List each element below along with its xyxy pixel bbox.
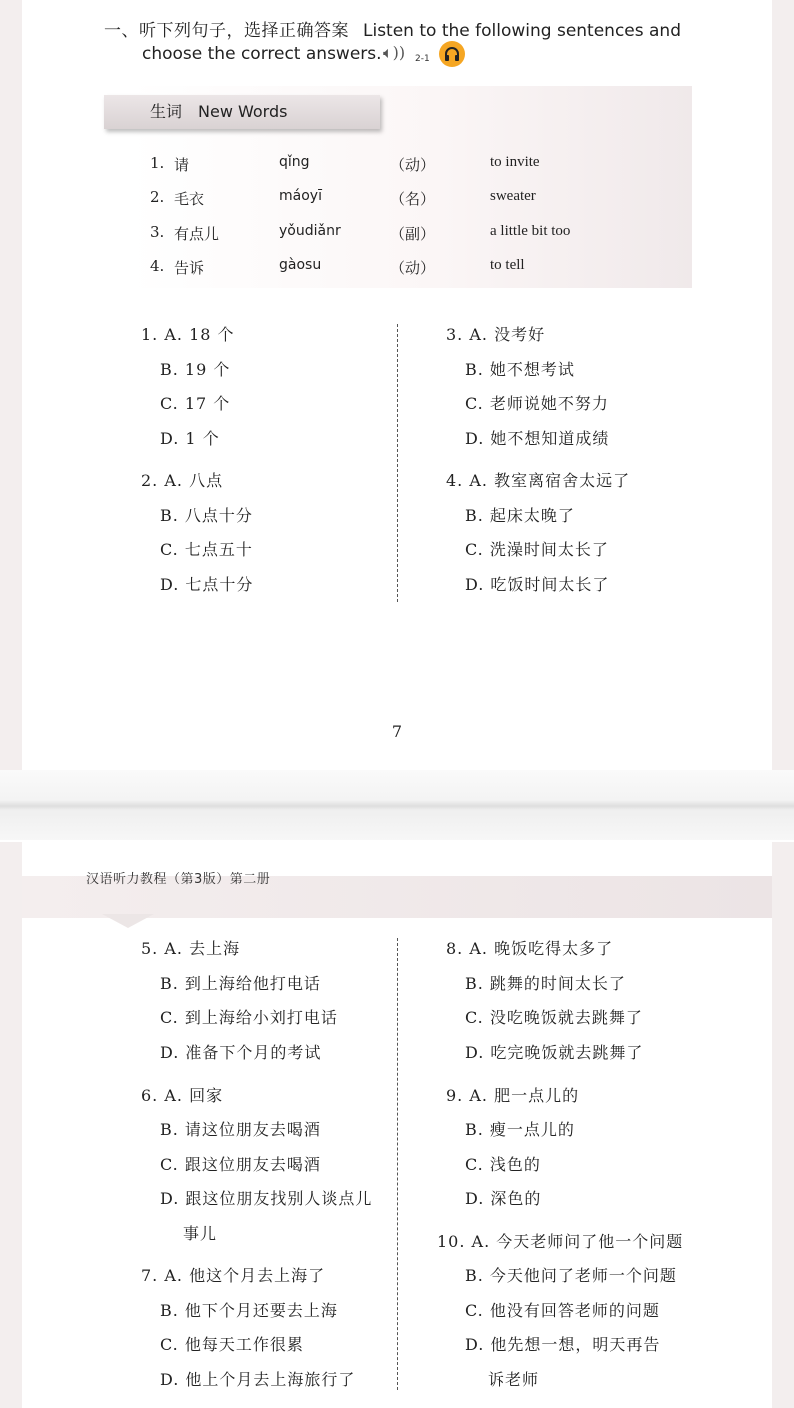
- answer-option: 事儿: [183, 1224, 218, 1243]
- answer-option: D. 跟这位朋友找别人谈点儿: [160, 1189, 373, 1208]
- answer-option: B. 她不想考试: [465, 360, 575, 379]
- vocab-number: 3.: [150, 223, 165, 241]
- vocab-hanzi: 毛衣: [174, 190, 205, 208]
- vocab-number: 1.: [150, 154, 165, 172]
- audio-track-number: 2-1: [415, 54, 430, 64]
- answer-option: C. 没吃晚饭就去跳舞了: [465, 1008, 643, 1027]
- vocab-pinyin: qǐng: [279, 154, 310, 170]
- answer-option: C. 老师说她不努力: [465, 394, 609, 413]
- answer-option: C. 17 个: [160, 394, 231, 413]
- answer-option: B. 到上海给他打电话: [160, 974, 321, 993]
- question-item: 9. A. 肥一点儿的: [446, 1086, 580, 1105]
- vocab-pinyin: máoyī: [279, 188, 322, 204]
- answer-option: D. 七点十分: [160, 575, 254, 594]
- question-item: 4. A. 教室离宿舍太远了: [446, 471, 631, 490]
- vocab-part-of-speech: （名）: [390, 190, 436, 208]
- vocab-pinyin: yǒudiǎnr: [279, 223, 341, 239]
- exercise-title-zh: 一、听下列句子，选择正确答案: [104, 21, 349, 41]
- page-number: 7: [391, 722, 403, 741]
- question-item: 5. A. 去上海: [141, 939, 241, 958]
- answer-option: B. 请这位朋友去喝酒: [160, 1120, 321, 1139]
- answer-option: C. 他每天工作很累: [160, 1335, 304, 1354]
- vocab-number: 2.: [150, 188, 165, 206]
- question-item: 3. A. 没考好: [446, 325, 546, 344]
- vocab-part-of-speech: （动）: [390, 259, 436, 277]
- question-item: 10. A. 今天老师问了他一个问题: [437, 1232, 684, 1251]
- answer-option: D. 深色的: [465, 1189, 542, 1208]
- column-divider: [397, 324, 398, 602]
- page-8: [0, 842, 794, 1408]
- vocab-part-of-speech: （副）: [390, 225, 436, 243]
- answer-option: C. 他没有回答老师的问题: [465, 1301, 660, 1320]
- answer-option: B. 跳舞的时间太长了: [465, 974, 626, 993]
- answer-option: B. 今天他问了老师一个问题: [465, 1266, 677, 1285]
- vocab-number: 4.: [150, 257, 165, 275]
- question-item: 1. A. 18 个: [141, 325, 235, 344]
- vocab-row: [150, 154, 690, 180]
- vocab-header-label: 生词 New Words: [150, 102, 288, 121]
- vocab-hanzi: 请: [174, 156, 190, 174]
- page-edge-right: [772, 0, 794, 770]
- page-gap: [0, 770, 794, 840]
- question-item: 8. A. 晚饭吃得太多了: [446, 939, 614, 958]
- speaker-icon[interactable]: 🔈︎)): [383, 43, 406, 62]
- answer-option: B. 起床太晚了: [465, 506, 575, 525]
- answer-option: B. 19 个: [160, 360, 231, 379]
- answer-option: D. 他先想一想，明天再告: [465, 1335, 661, 1354]
- running-header-title: 汉语听力教程（第3版）第二册: [86, 872, 271, 887]
- question-item: 7. A. 他这个月去上海了: [141, 1266, 326, 1285]
- page-edge-left: [0, 0, 22, 770]
- exercise-title-en-line1: Listen to the following sentences and: [363, 21, 681, 41]
- vocab-pinyin: gàosu: [279, 257, 322, 273]
- audio-controls[interactable]: [383, 41, 473, 67]
- vocab-hanzi: 有点儿: [174, 225, 220, 243]
- vocab-header: [104, 95, 380, 129]
- headphones-icon[interactable]: [439, 41, 465, 67]
- answer-option: C. 到上海给小刘打电话: [160, 1008, 338, 1027]
- question-item: 6. A. 回家: [141, 1086, 224, 1105]
- answer-option: C. 跟这位朋友去喝酒: [160, 1155, 321, 1174]
- answer-option: D. 1 个: [160, 429, 220, 448]
- exercise-title-en-line2: choose the correct answers.: [142, 44, 382, 64]
- vocab-english: to invite: [490, 154, 540, 170]
- vocab-english: sweater: [490, 188, 536, 204]
- answer-option: D. 吃完晚饭就去跳舞了: [465, 1043, 644, 1062]
- answer-option: C. 七点五十: [160, 540, 253, 559]
- vocab-english: a little bit too: [490, 223, 571, 239]
- answer-option: C. 洗澡时间太长了: [465, 540, 609, 559]
- question-item: 2. A. 八点: [141, 471, 224, 490]
- vocab-row: [150, 188, 690, 214]
- vocab-part-of-speech: （动）: [390, 156, 436, 174]
- header-notch: [102, 914, 154, 928]
- vocab-hanzi: 告诉: [174, 259, 205, 277]
- column-divider: [397, 938, 398, 1390]
- answer-option: B. 八点十分: [160, 506, 253, 525]
- vocab-row: [150, 257, 690, 283]
- vocab-english: to tell: [490, 257, 525, 273]
- answer-option: B. 他下个月还要去上海: [160, 1301, 338, 1320]
- answer-option: D. 他上个月去上海旅行了: [160, 1370, 356, 1389]
- vocab-row: [150, 223, 690, 249]
- page-edge-left: [0, 842, 22, 1408]
- answer-option: D. 准备下个月的考试: [160, 1043, 322, 1062]
- answer-option: B. 瘦一点儿的: [465, 1120, 575, 1139]
- answer-option: D. 吃饭时间太长了: [465, 575, 610, 594]
- answer-option: 诉老师: [488, 1370, 540, 1389]
- page-edge-right: [772, 842, 794, 1408]
- answer-option: D. 她不想知道成绩: [465, 429, 610, 448]
- answer-option: C. 浅色的: [465, 1155, 541, 1174]
